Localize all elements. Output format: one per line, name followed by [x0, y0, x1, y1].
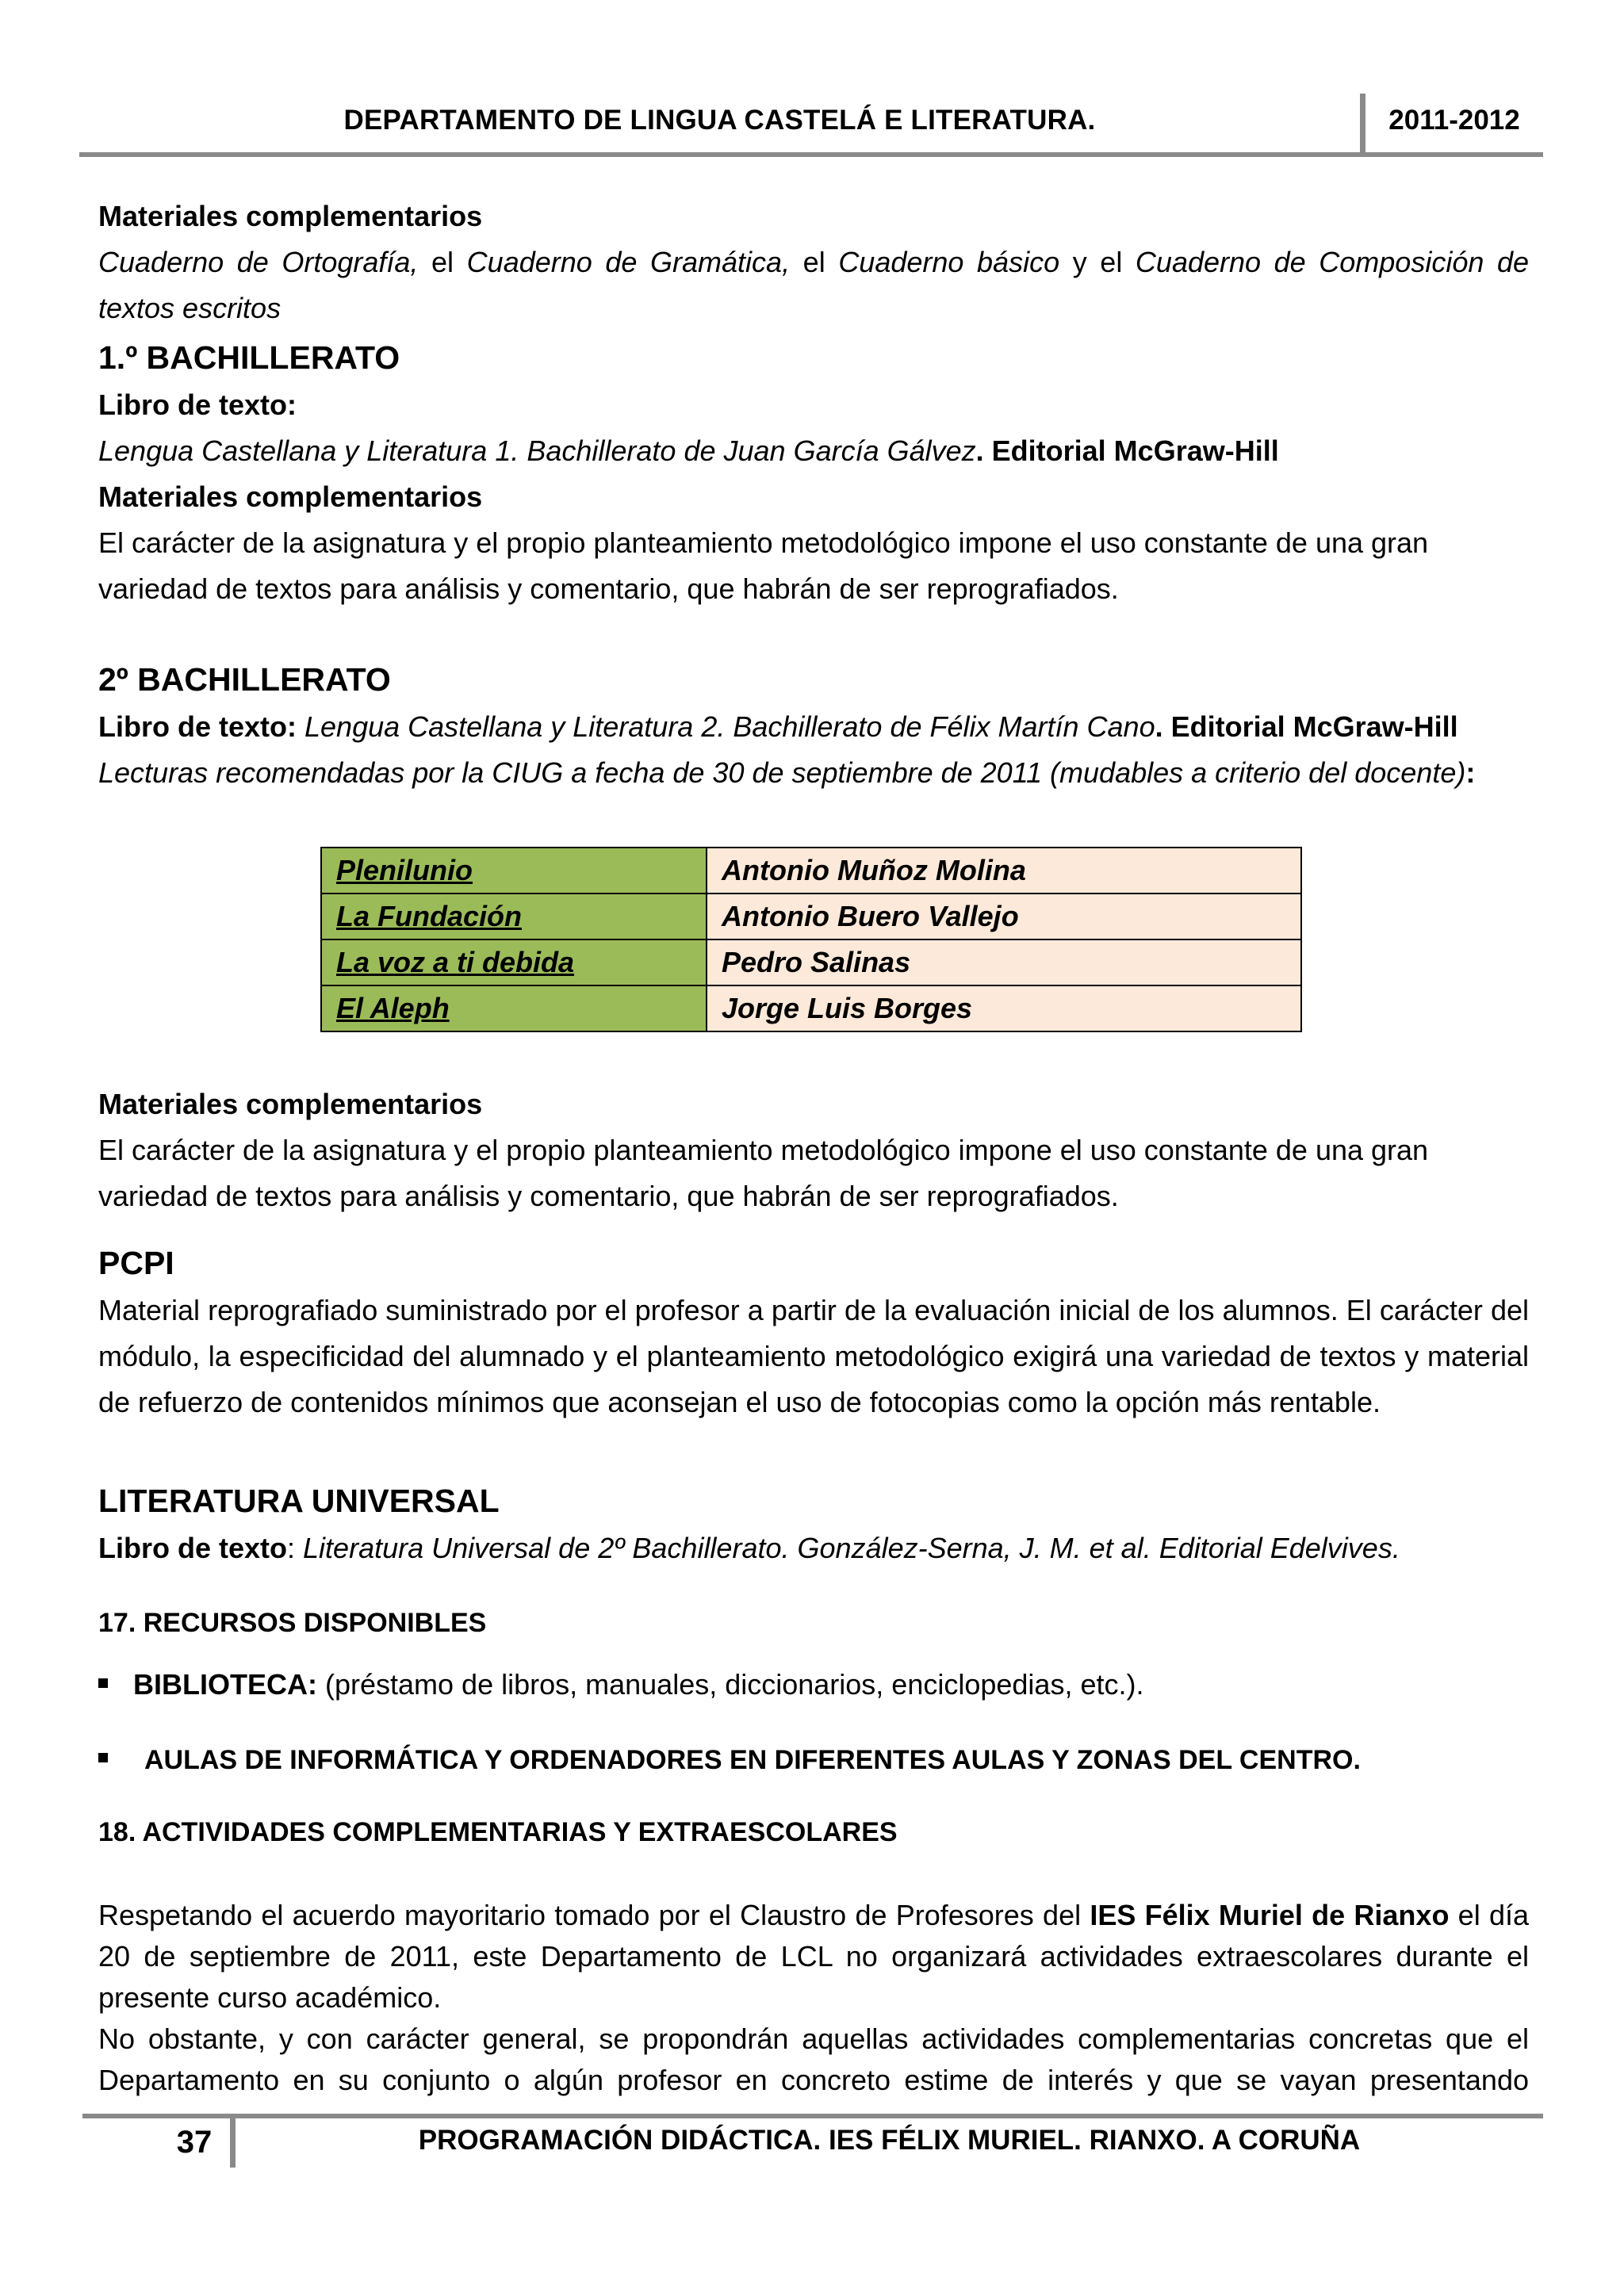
bach2-materiales-label: Materiales complementarios [98, 1088, 483, 1120]
bullet-icon [98, 1678, 108, 1688]
section-pcpi [98, 1238, 1529, 1425]
page-number: 37 [176, 2125, 213, 2160]
bach1-materiales-text: El carácter de la asignatura y el propio planteamiento metodológico impone el uso constante de una gran variedad de textos para análisis y comentario, que habrán de ser reprografiados. [98, 526, 1429, 605]
cuaderno-ortografia: Cuaderno de Ortografía, [98, 246, 419, 278]
section-bach1 [98, 333, 1529, 612]
pcpi-text: Material reprografiado suministrado por el profesor a partir de la evaluación inicial de los alumnos. El carácter del módulo, la especificidad del alumnado y el planteamiento metodológico exigirá una variedad de textos y material de refuerzo de contenidos mínimos que aconsejan el uso de fotocopias como la opción más rentable. [98, 1294, 1529, 1418]
recursos-item-1-rest: (préstamo de libros, manuales, diccionarios, enciclopedias, etc.). [316, 1668, 1144, 1701]
actividades-p1-b: el día 20 de septiembre de 2011, este Departamento de LCL no organizará actividades extraescolares durante el presente curso académico. [98, 1899, 1529, 2014]
bach2-materiales-text: El carácter de la asignatura y el propio planteamiento metodológico impone el uso constante de una gran variedad de textos para análisis y comentario, que habrán de ser reprografiados. [98, 1134, 1429, 1212]
reading-author: Jorge Luis Borges [707, 985, 1301, 1031]
table-row [321, 894, 1301, 939]
recursos-item-1 [98, 1662, 1529, 1708]
bach1-materiales-label: Materiales complementarios [98, 480, 483, 513]
pcpi-heading: PCPI [98, 1245, 174, 1281]
bach2-materiales [98, 1081, 1529, 1219]
table-row [321, 848, 1301, 894]
header-divider [1360, 94, 1365, 155]
section-lit-universal [98, 1476, 1529, 1571]
table-row [321, 939, 1301, 985]
reading-title: La Fundación [321, 894, 707, 939]
reading-author: Antonio Muñoz Molina [707, 848, 1301, 894]
recursos-item-1-text [98, 1662, 1529, 1708]
table-row [321, 985, 1301, 1031]
cuaderno-basico: Cuaderno básico [838, 246, 1060, 278]
header-year: 2011-2012 [1388, 105, 1520, 136]
bach2-libro [98, 704, 1529, 750]
lit-universal-libro-text: Literatura Universal de 2º Bachillerato [303, 1532, 782, 1564]
prev-materiales-text [98, 239, 1529, 331]
bach2-libro-title: Lengua Castellana y Literatura 2. Bachillerato de Félix Martín Cano [297, 710, 1155, 743]
bach1-libro-label: Libro de texto: [98, 388, 297, 421]
lit-universal-colon: : [287, 1532, 304, 1564]
bach2-libro-label: Libro de texto: [98, 710, 297, 743]
recursos-item-1-bold: BIBLIOTECA: [133, 1668, 317, 1701]
actividades-p1-a: Respetando el acuerdo mayoritario tomado por el Claustro de Profesores del [98, 1899, 1090, 1931]
actividades-p2: No obstante, y con carácter general, se propondrán aquellas actividades complementarias concretas que el Departamento en su conjunto o algún profesor en concreto estime de interés y que se vayan presentando [98, 2022, 1529, 2096]
reading-author: Pedro Salinas [707, 939, 1301, 985]
reading-title: La voz a ti debida [321, 939, 707, 985]
header-rule [79, 152, 1543, 157]
lit-universal-heading: LITERATURA UNIVERSAL [98, 1483, 500, 1519]
bullet-icon [98, 1753, 108, 1762]
actividades-p1 [98, 1895, 1529, 2019]
actividades-heading: 18. ACTIVIDADES COMPLEMENTARIAS Y EXTRAESCOLARES [98, 1817, 898, 1847]
recursos-heading: 17. RECURSOS DISPONIBLES [98, 1608, 487, 1638]
section-actividades [98, 1809, 1529, 1855]
bach2-lecturas-colon: : [1465, 756, 1476, 789]
bach1-heading: 1.º BACHILLERATO [98, 339, 400, 376]
actividades-p1-bold: IES Félix Muriel de Rianxo [1090, 1899, 1450, 1931]
cuaderno-composicion: Cuaderno de Composición de textos escritos [98, 246, 1530, 324]
bach2-lecturas [98, 750, 1529, 796]
prev-materiales-label: Materiales complementarios [98, 200, 483, 232]
reading-title: El Aleph [321, 985, 707, 1031]
connector-text: el [418, 246, 467, 278]
lit-universal-rest: . González-Serna, J. M. et al. Editorial Edelvives. [781, 1532, 1400, 1564]
recursos-item-2 [98, 1736, 1529, 1783]
footer-rule [82, 2114, 1543, 2118]
recursos-item-2-text [98, 1736, 1529, 1783]
footer-text: PROGRAMACIÓN DIDÁCTICA. IES FÉLIX MURIEL. RIANXO. A CORUÑA [418, 2125, 1361, 2156]
cuaderno-gramatica: Cuaderno de Gramática, [466, 246, 791, 278]
actividades-body [98, 1895, 1529, 2101]
bach1-libro [98, 428, 1529, 474]
lit-universal-libro [98, 1525, 1529, 1571]
bach2-editorial: . Editorial McGraw-Hill [1155, 710, 1458, 743]
section-recursos [98, 1600, 1529, 1646]
bach1-editorial: . Editorial McGraw-Hill [975, 434, 1279, 467]
page-header [79, 94, 1543, 157]
footer-divider [230, 2114, 236, 2168]
reading-author: Antonio Buero Vallejo [707, 894, 1301, 939]
section-bach2 [98, 655, 1529, 796]
connector-text: y el [1059, 246, 1136, 278]
header-title: DEPARTAMENTO DE LINGUA CASTELÁ E LITERATURA. [343, 105, 1096, 136]
recursos-item-2-bold: AULAS DE INFORMÁTICA Y ORDENADORES EN DIFERENTES AULAS Y ZONAS DEL CENTRO. [144, 1745, 1361, 1775]
reading-title: Plenilunio [321, 848, 707, 894]
connector-text: el [790, 246, 839, 278]
bach1-libro-title: Lengua Castellana y Literatura 1. Bachillerato de Juan García Gálvez [98, 434, 976, 467]
bach2-lecturas-text: Lecturas recomendadas por la CIUG a fecha de 30 de septiembre de 2011 (mudables a criterio del docente) [98, 756, 1466, 789]
readings-table [320, 847, 1302, 1032]
lit-universal-libro-label: Libro de texto [98, 1532, 288, 1564]
prev-materiales [98, 193, 1529, 331]
bach2-heading: 2º BACHILLERATO [98, 661, 391, 698]
